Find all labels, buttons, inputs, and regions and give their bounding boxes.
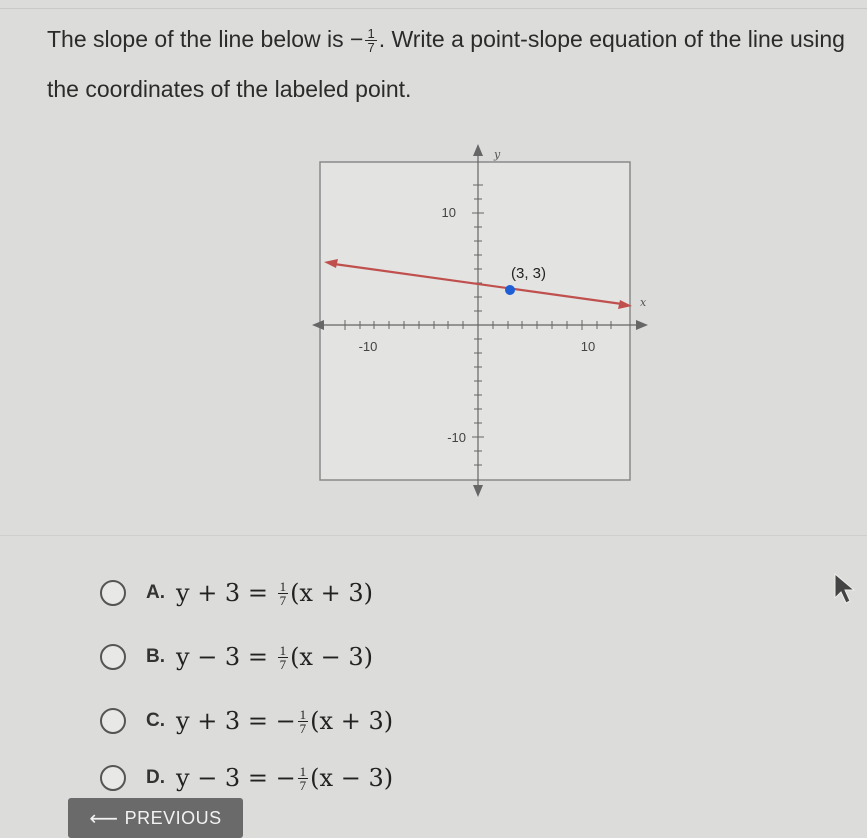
choice-a-lhs: y + 3 = <box>176 579 276 607</box>
choice-c-equation <box>176 707 393 735</box>
slope-sign: − <box>350 26 364 52</box>
choice-b-rhs: (x − 3) <box>290 643 373 671</box>
radio-c[interactable] <box>100 708 126 734</box>
choice-a-equation <box>176 579 373 607</box>
choice-c-lhs: y + 3 = <box>176 707 276 735</box>
x-tick-label-neg10: -10 <box>358 339 378 354</box>
choice-d-denominator: 7 <box>299 777 307 793</box>
choice-b[interactable] <box>100 639 373 675</box>
x-axis-left-arrow <box>312 320 324 330</box>
choice-a-numerator: 1 <box>279 578 287 594</box>
choice-d-letter: D. <box>146 767 165 788</box>
choice-a-denominator: 7 <box>279 592 287 608</box>
coordinate-graph <box>308 142 648 497</box>
y-tick-label-10: 10 <box>441 205 456 220</box>
choice-c-fraction <box>298 708 309 735</box>
y-axis-top-arrow <box>473 144 483 156</box>
choice-d-numerator: 1 <box>299 763 307 779</box>
choice-a-fraction <box>278 580 289 607</box>
radio-a[interactable] <box>100 580 126 606</box>
choice-c-letter: C. <box>146 710 165 731</box>
choice-c-rhs: (x + 3) <box>310 707 394 735</box>
choice-a-rhs: (x + 3) <box>290 579 373 607</box>
graph-frame <box>320 162 630 480</box>
x-axis-right-arrow <box>636 320 648 330</box>
choice-d-lhs: y − 3 = <box>176 764 276 792</box>
choice-b-lhs: y − 3 = <box>176 643 276 671</box>
labeled-point <box>505 285 515 295</box>
question-part2: . Write a point-slope equation of the line using the coordinates of the labeled point. <box>47 26 845 102</box>
choice-d-sign: − <box>275 764 296 792</box>
choice-d[interactable] <box>100 760 393 796</box>
choice-b-fraction <box>278 644 289 671</box>
choice-b-denominator: 7 <box>279 656 287 672</box>
choice-a[interactable] <box>100 575 373 611</box>
choice-d-fraction <box>298 765 309 792</box>
question-part1: The slope of the line below is <box>47 26 351 52</box>
section-divider <box>0 535 867 536</box>
slope-fraction <box>365 27 376 54</box>
choice-c-numerator: 1 <box>299 706 307 722</box>
previous-button[interactable] <box>68 798 243 838</box>
choice-d-rhs: (x − 3) <box>310 764 394 792</box>
question-text <box>47 14 857 114</box>
choice-b-equation <box>176 643 373 671</box>
choice-b-letter: B. <box>146 646 165 667</box>
choice-c-sign: − <box>275 707 296 735</box>
choice-c[interactable] <box>100 703 393 739</box>
arrow-left-icon: ⟵ <box>89 807 119 830</box>
y-axis-label: y <box>494 148 501 161</box>
choice-c-denominator: 7 <box>299 720 307 736</box>
graph-svg <box>308 142 648 497</box>
choice-a-letter: A. <box>146 582 165 603</box>
y-tick-label-neg10: -10 <box>447 430 466 445</box>
choice-b-numerator: 1 <box>279 642 287 658</box>
top-divider <box>0 8 867 9</box>
point-label: (3, 3) <box>511 265 547 282</box>
previous-button-label: PREVIOUS <box>124 807 222 828</box>
y-axis-bottom-arrow <box>473 485 483 497</box>
x-tick-label-10: 10 <box>580 339 596 354</box>
slope-numerator: 1 <box>367 26 375 42</box>
x-axis-label: x <box>640 296 647 309</box>
radio-b[interactable] <box>100 644 126 670</box>
radio-d[interactable] <box>100 765 126 791</box>
slope-denominator: 7 <box>367 40 375 56</box>
choice-d-equation <box>176 764 393 792</box>
mouse-pointer-icon <box>833 572 861 606</box>
